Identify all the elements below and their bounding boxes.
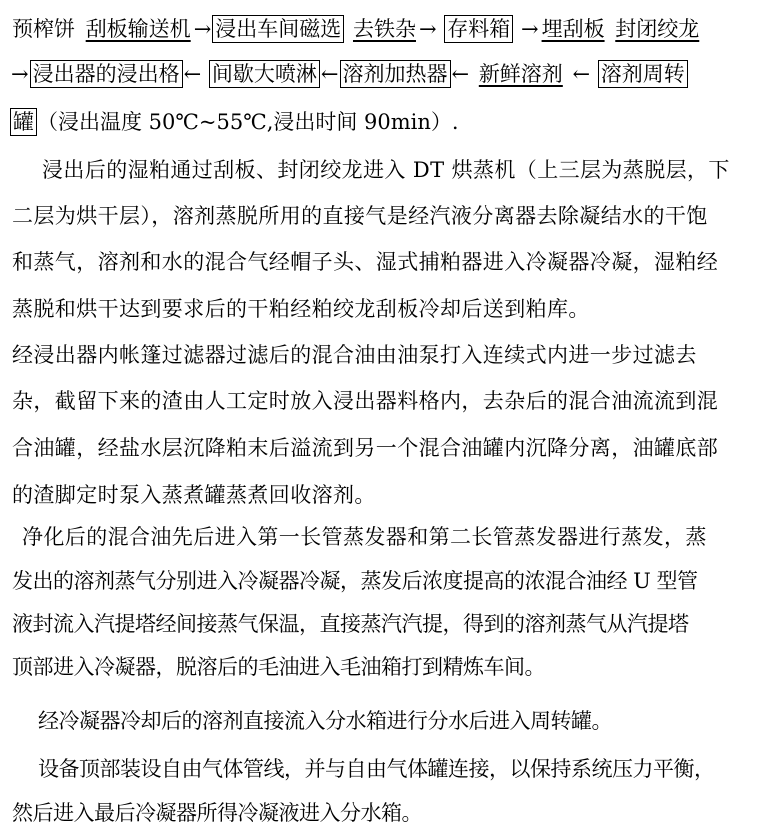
paragraph-1-line-2: 二层为烘干层），溶剂蒸脱所用的直接气是经汽液分离器去除凝结水的干饱 [12, 204, 708, 228]
paragraph-3-line-3: 液封流入汽提塔经间接蒸气保温，直接蒸汽汽提，得到的溶剂蒸气从汽提塔 [12, 612, 689, 636]
paragraph-3-line-4: 顶部进入冷凝器，脱溶后的毛油进入毛油箱打到精炼车间。 [12, 655, 545, 679]
flow-line-1 [10, 15, 701, 45]
flow-arrow: → [418, 17, 437, 41]
flow-item-solvent-turnover: 溶剂周转 [598, 60, 688, 88]
flow-arrow: ← [183, 62, 202, 86]
flow-arrow: ← [320, 62, 339, 86]
flow-arrow: ← [451, 62, 470, 86]
flow-item-buried-scraper: 埋刮板 [541, 17, 605, 41]
flow-item-pre-pressed-cake: 预榨饼 [12, 17, 75, 41]
paragraph-1-line-1: 浸出后的湿粕通过刮板、封闭绞龙进入 DT 烘蒸机（上三层为蒸脱层，下 [42, 158, 730, 182]
paragraph-1-line-3: 和蒸气，溶剂和水的混合气经帽子头、湿式捕粕器进入冷凝器冷凝，湿粕经 [12, 250, 719, 274]
flow-line-3 [10, 108, 459, 138]
paragraph-2-line-3: 合油罐，经盐水层沉降粕末后溢流到另一个混合油罐内沉降分离，油罐底部 [12, 436, 719, 460]
flow-arrow: → [11, 62, 29, 86]
flow-item-magnetic-separation: 浸出车间磁选 [212, 15, 344, 43]
paragraph-5-line-2: 然后进入最后冷凝器所得冷凝液进入分水箱。 [12, 801, 422, 825]
flow-item-remove-iron: 去铁杂 [352, 17, 416, 41]
flow-item-fresh-solvent: 新鲜溶剂 [478, 62, 563, 86]
flow-line-2 [10, 60, 688, 90]
paragraph-3-line-1: 净化后的混合油先后进入第一长管蒸发器和第二长管蒸发器进行蒸发，蒸 [22, 525, 707, 549]
flow-arrow: → [520, 17, 539, 41]
paragraph-3-line-2: 发出的溶剂蒸气分别进入冷凝器冷凝，蒸发后浓度提高的浓混合油经 U 型管 [12, 569, 698, 593]
flow-item-scraper-conveyor: 刮板输送机 [85, 17, 191, 41]
flow-item-extractor-cell: 浸出器的浸出格 [30, 60, 183, 88]
flow-item-solvent-heater: 溶剂加热器 [340, 60, 451, 88]
paragraph-4-line-1: 经冷凝器冷却后的溶剂直接流入分水箱进行分水后进入周转罐。 [38, 709, 612, 733]
flow-note-conditions: （浸出温度 50℃~55℃,浸出时间 90min）. [37, 110, 459, 134]
flow-arrow: → [193, 17, 212, 41]
flow-item-tank: 罐 [10, 108, 37, 136]
flow-item-closed-auger: 封闭绞龙 [615, 17, 700, 41]
paragraph-5-line-1: 设备顶部装设自由气体管线，并与自由气体罐连接，以保持系统压力平衡， [38, 757, 715, 781]
paragraph-2-line-1: 经浸出器内帐篷过滤器过滤后的混合油由油泵打入连续式内进一步过滤去 [12, 343, 697, 367]
flow-arrow: ← [572, 62, 591, 86]
paragraph-2-line-2: 杂，截留下来的渣由人工定时放入浸出器料格内，去杂后的混合油流流到混 [12, 389, 719, 413]
flow-item-storage-bin: 存料箱 [444, 15, 513, 43]
paragraph-2-line-4: 的渣脚定时泵入蒸煮罐蒸煮回收溶剂。 [12, 483, 376, 507]
flow-item-intermittent-spray: 间歇大喷淋 [209, 60, 320, 88]
paragraph-1-line-4: 蒸脱和烘干达到要求后的干粕经粕绞龙刮板冷却后送到粕库。 [12, 297, 590, 321]
